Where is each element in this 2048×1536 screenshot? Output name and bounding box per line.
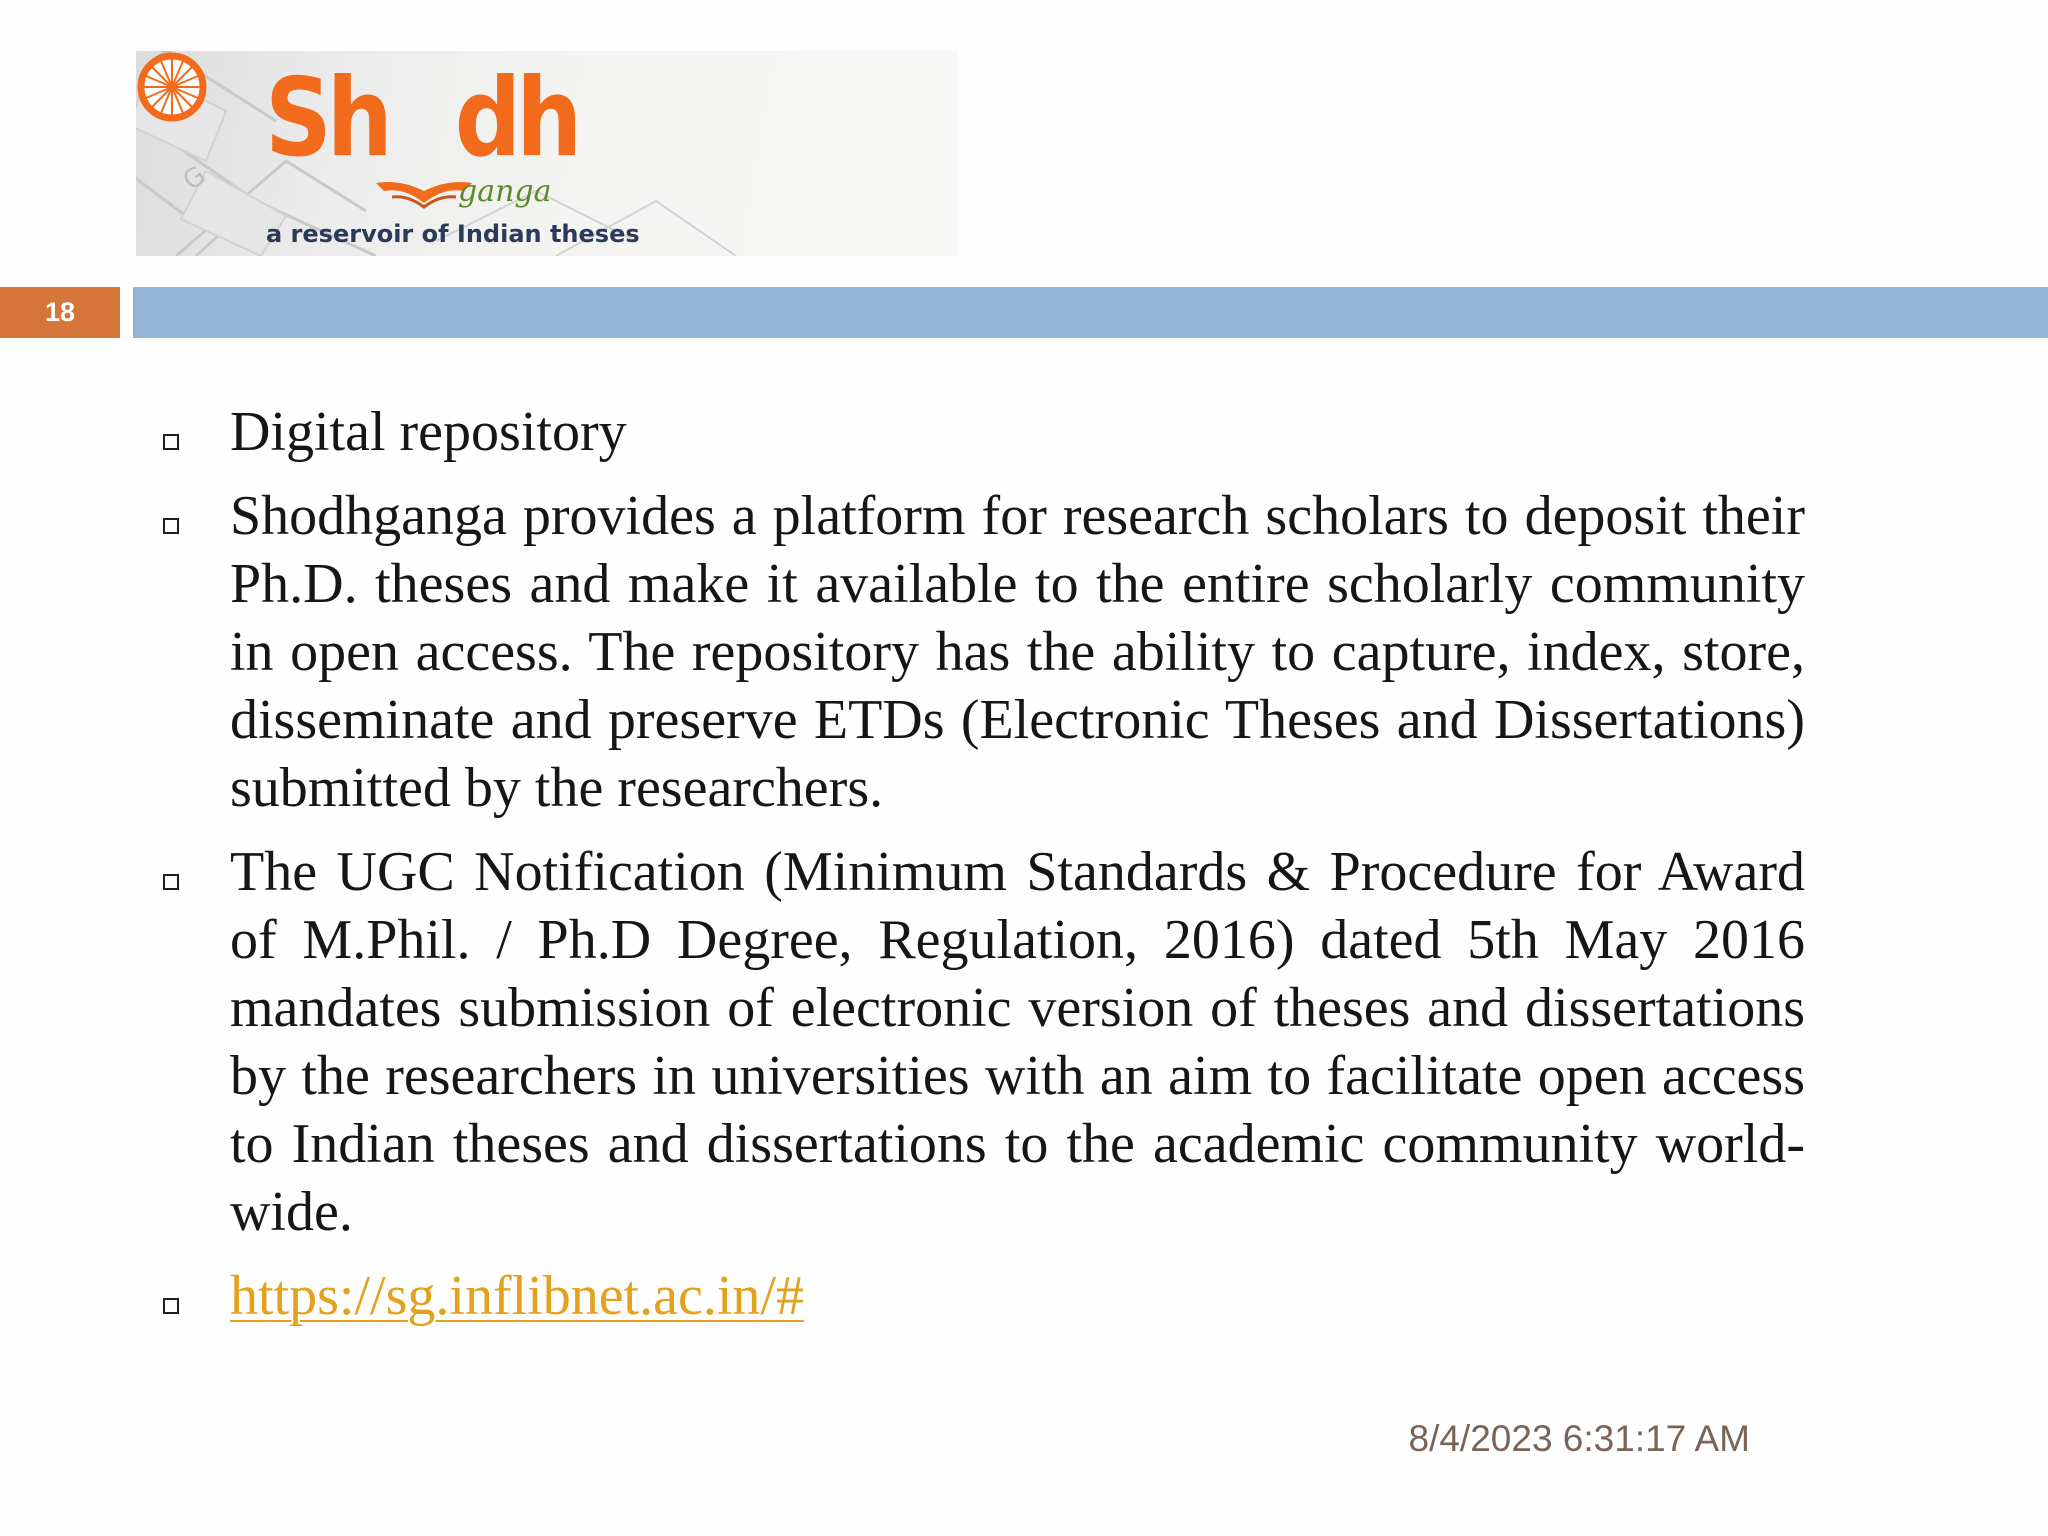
bullet-item bbox=[155, 838, 1805, 1246]
header-bar bbox=[133, 287, 2048, 338]
bullet-text: Digital repository bbox=[230, 401, 627, 463]
square-bullet-icon bbox=[163, 434, 179, 450]
logo-wordmark-left: Sh bbox=[265, 56, 388, 181]
slide-number-badge: 18 bbox=[0, 287, 120, 338]
bullet-text: Shodhganga provides a platform for research scholars to deposit their Ph.D. theses and make it available to the entire scholarly community in open access. The repository has the ability to capture, index, store, disseminate and preserve ETDs (Electronic Theses and Dissertations) submitted by the researchers. bbox=[230, 485, 1805, 819]
chakra-wheel-icon bbox=[136, 51, 208, 123]
square-bullet-icon bbox=[163, 518, 179, 534]
shodhganga-link[interactable]: https://sg.inflibnet.ac.in/# bbox=[230, 1265, 804, 1327]
logo-tagline: a reservoir of Indian theses bbox=[266, 220, 640, 248]
logo-subtitle: ganga bbox=[458, 174, 552, 209]
footer-datetime: 8/4/2023 6:31:17 AM bbox=[1408, 1418, 1750, 1459]
logo-wordmark-right: dh bbox=[454, 56, 578, 181]
square-bullet-icon bbox=[163, 874, 179, 890]
shodhganga-logo bbox=[136, 51, 957, 256]
bullet-list bbox=[155, 398, 1805, 1346]
bullet-item bbox=[155, 1262, 1805, 1330]
logo-wordmark bbox=[265, 56, 578, 181]
bullet-text: The UGC Notification (Minimum Standards & Procedure for Award of M.Phil. / Ph.D Degree, Regulation, 2016) dated 5th May 2016 mandates submission of electronic version of theses and dissertations by the researchers in universities with an aim to facilitate open access to Indian theses and dissertations to the academic community world-wide. bbox=[230, 841, 1805, 1243]
square-bullet-icon bbox=[163, 1298, 179, 1314]
bullet-item bbox=[155, 482, 1805, 822]
bullet-item bbox=[155, 398, 1805, 466]
svg-text:G: G bbox=[177, 160, 212, 197]
